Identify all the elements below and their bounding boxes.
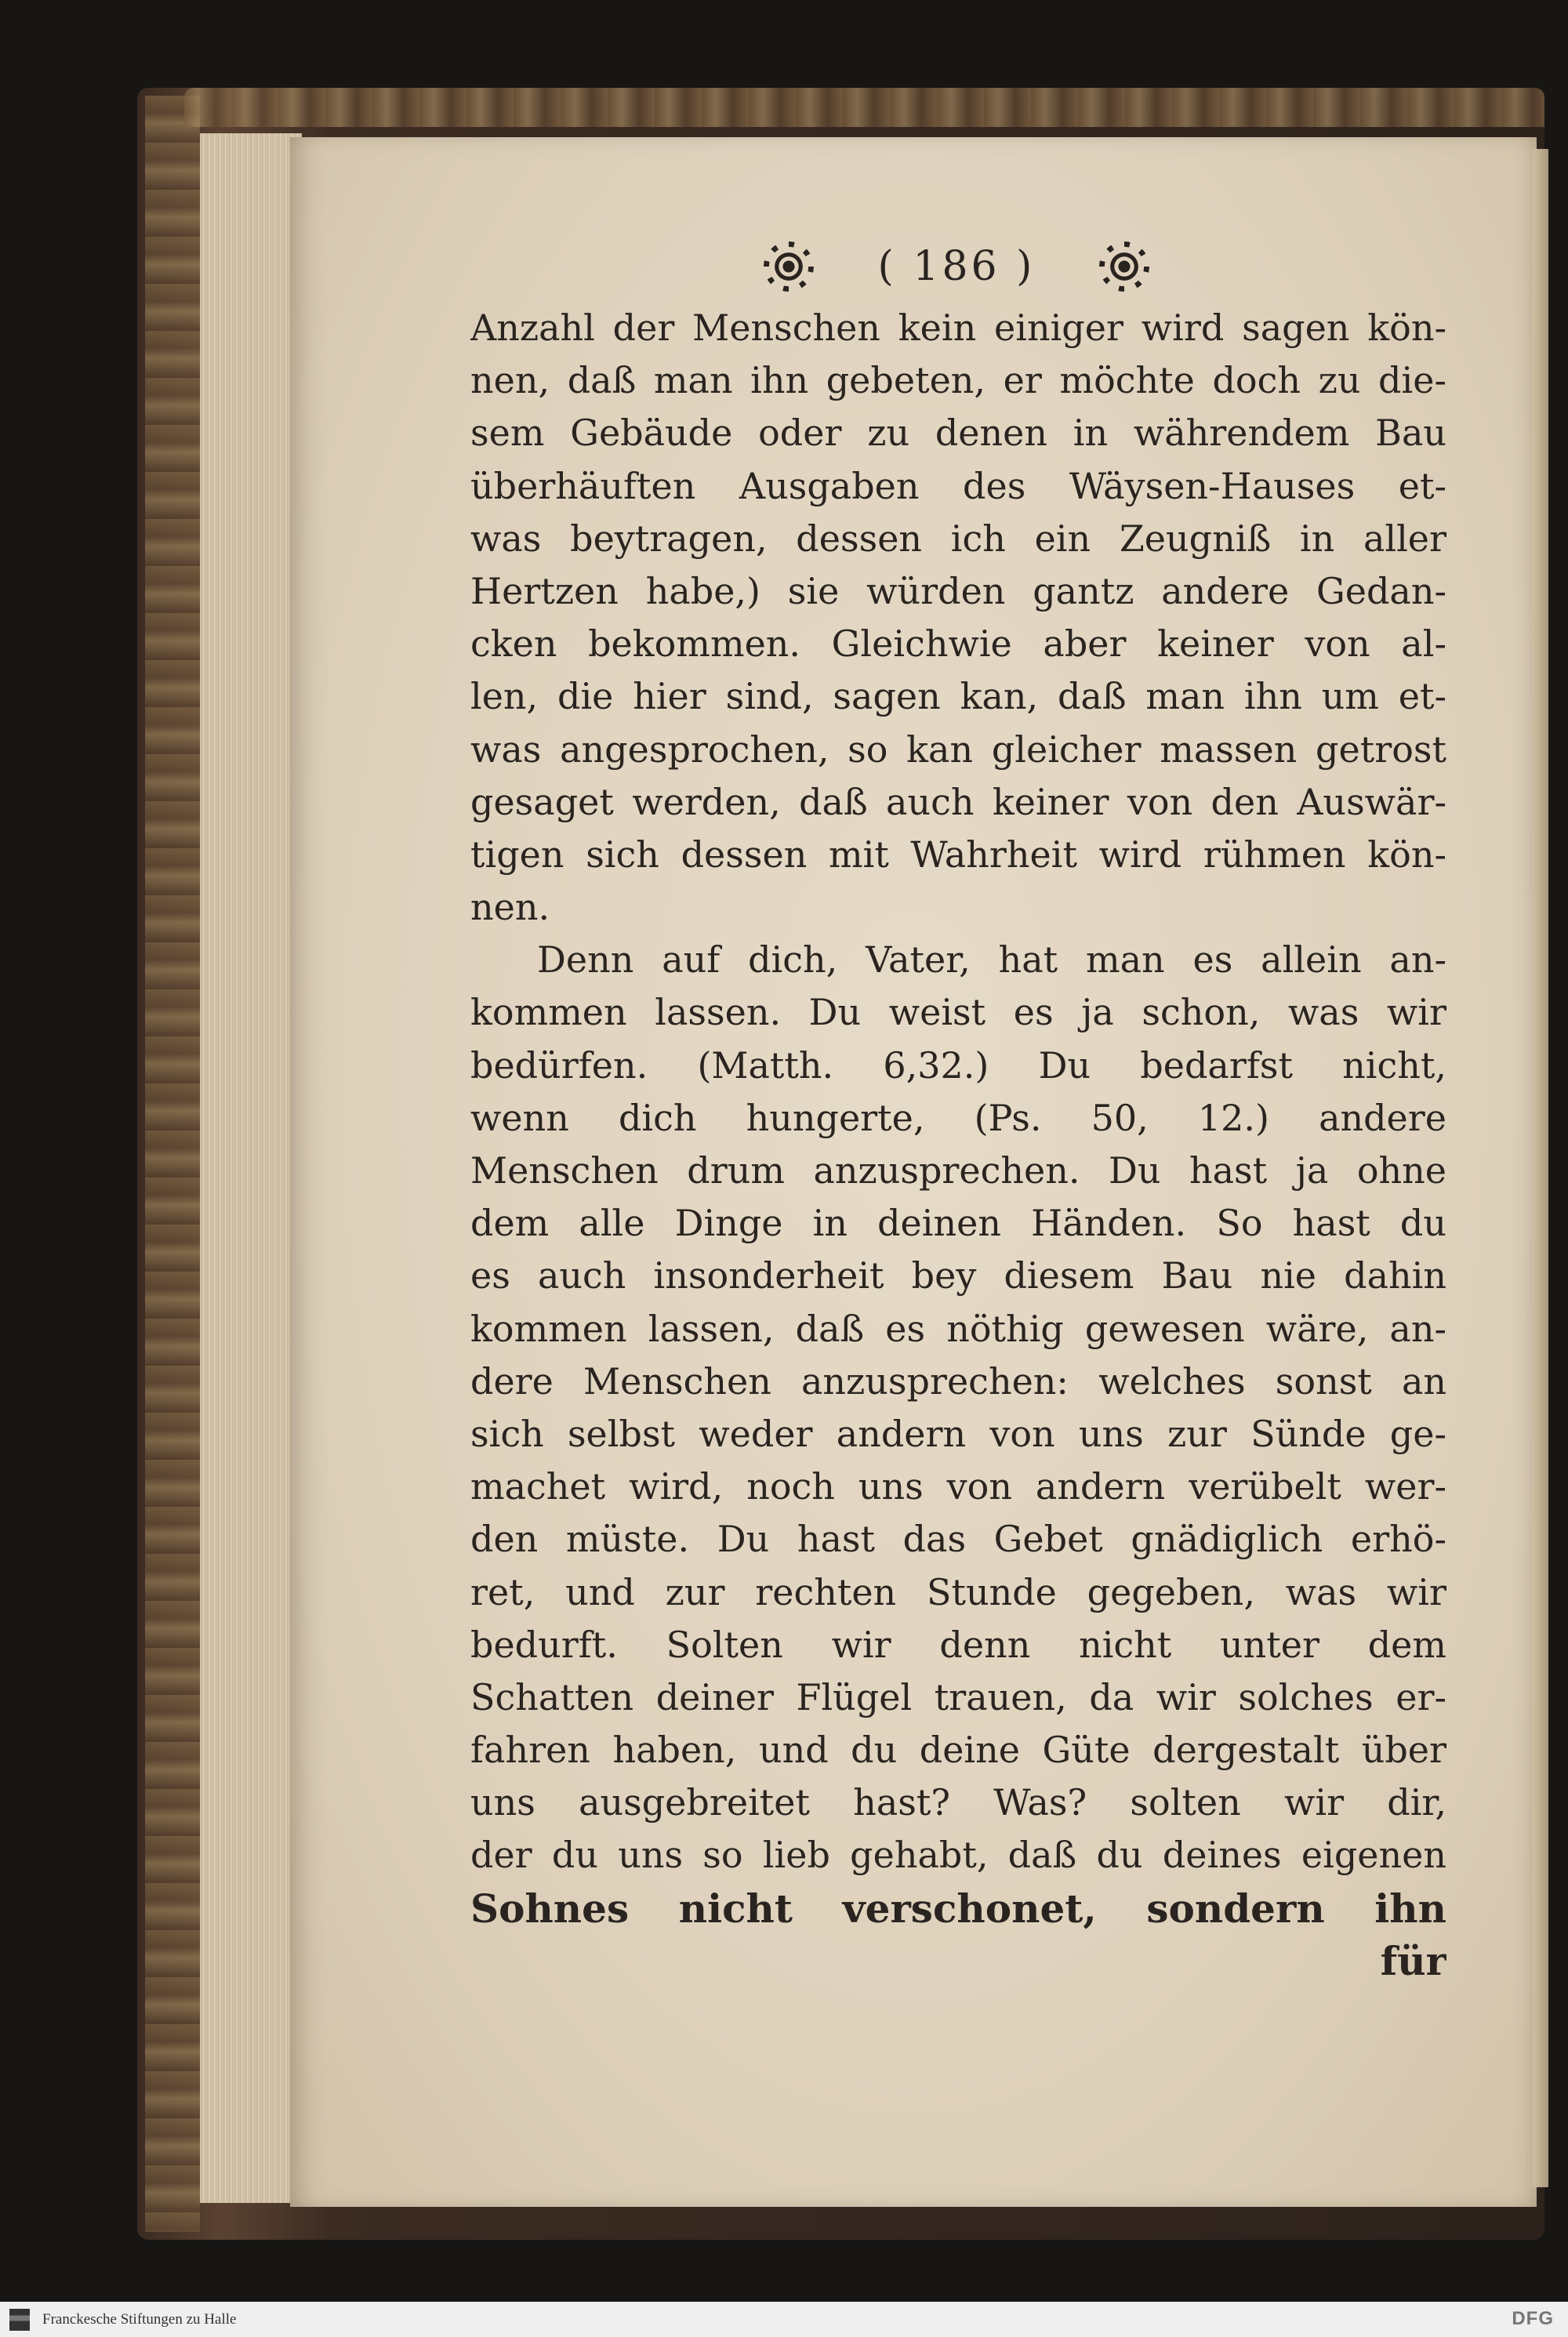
text-line: dere Menschen anzusprechen: welches sonst an	[470, 1359, 1446, 1403]
text-line: nen.	[470, 886, 550, 929]
text-line: machet wird, noch uns von andern verübelt wer-	[470, 1465, 1446, 1508]
text-line: uns ausgebreitet hast? Was? solten wir dir,	[470, 1781, 1446, 1824]
text-line: bedurft. Solten wir denn nicht unter dem	[470, 1623, 1446, 1666]
text-line: dem alle Dinge in deinen Händen. So hast du	[470, 1202, 1446, 1245]
ornament-left-icon	[768, 246, 809, 287]
text-line: Schatten deiner Flügel trauen, da wir solches er-	[470, 1675, 1446, 1718]
page-header	[768, 235, 1145, 298]
text-line: was beytragen, dessen ich ein Zeugniß in aller	[470, 517, 1446, 560]
page-text	[470, 302, 1446, 1987]
text-line: cken bekommen. Gleichwie aber keiner von al-	[470, 622, 1446, 666]
text-line: Hertzen habe,) sie würden gantz andere Gedan-	[470, 569, 1446, 612]
text-line: Anzahl der Menschen kein einiger wird sagen kön-	[470, 307, 1446, 349]
page-right-edge	[1533, 149, 1548, 2187]
text-line: Denn auf dich, Vater, hat man es allein an-	[537, 938, 1446, 982]
text-line: Menschen drum anzusprechen. Du hast ja ohne	[470, 1149, 1446, 1192]
text-line: überhäuften Ausgaben des Wäysen-Hauses et-	[470, 464, 1446, 507]
text-line: kommen lassen, daß es nöthig gewesen wäre, an-	[470, 1307, 1446, 1350]
text-line: tigen sich dessen mit Wahrheit wird rühmen kön-	[470, 833, 1446, 876]
text-line: kommen lassen. Du weist es ja schon, was wir	[470, 991, 1446, 1034]
viewer-footer	[0, 2302, 1568, 2337]
text-line: sich selbst weder andern von uns zur Sünde ge-	[470, 1412, 1446, 1455]
institution-name: Franckesche Stiftungen zu Halle	[42, 2310, 237, 2328]
institution-logo-icon	[9, 2309, 30, 2331]
text-line: sem Gebäude oder zu denen in währendem Bau	[470, 412, 1446, 455]
text-line: len, die hier sind, sagen kan, daß man ihn um et-	[470, 675, 1446, 718]
text-line: fahren haben, und du deine Güte dergestalt über	[470, 1729, 1446, 1772]
text-line: bedürfen. (Matth. 6,32.) Du bedarfst nicht,	[470, 1043, 1446, 1087]
text-line: was angesprochen, so kan gleicher massen getrost	[470, 728, 1446, 771]
text-line: der du uns so lieb gehabt, daß du deines eigenen	[470, 1834, 1446, 1877]
text-line: es auch insonderheit bey diesem Bau nie dahin	[470, 1254, 1446, 1297]
text-line: den müste. Du hast das Gebet gnädiglich erhö-	[470, 1518, 1446, 1561]
dfg-logo: DFG	[1512, 2308, 1554, 2329]
page-edges	[200, 133, 302, 2203]
ornament-right-icon	[1104, 246, 1145, 287]
catchword: für	[1380, 1937, 1446, 1984]
text-line: nen, daß man ihn gebeten, er möchte doch zu die-	[470, 359, 1446, 402]
page-number: ( 186 )	[877, 243, 1036, 290]
text-line: Sohnes nicht verschonet, sondern ihn	[470, 1885, 1446, 1932]
text-line: wenn dich hungerte, (Ps. 50, 12.) andere	[470, 1096, 1446, 1139]
text-line: ret, und zur rechten Stunde gegeben, was wir	[470, 1570, 1446, 1613]
text-line: gesaget werden, daß auch keiner von den Auswär-	[470, 780, 1446, 823]
